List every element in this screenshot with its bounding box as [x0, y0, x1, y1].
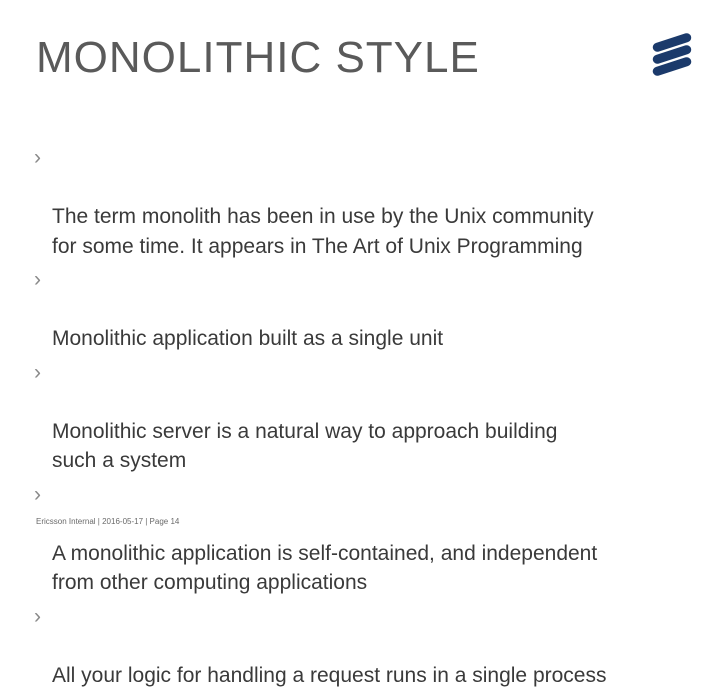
slide-footer: Ericsson Internal | 2016-05-17 | Page 14: [36, 517, 180, 526]
ericsson-logo-icon: [648, 24, 696, 76]
bullet-text: Monolithic server is a natural way to approach building such a system: [52, 419, 558, 472]
bullet-marker-icon: ›: [34, 604, 41, 628]
bullet-text: Monolithic application built as a single unit: [52, 327, 444, 350]
bullet-marker-icon: ›: [34, 268, 41, 291]
bullet-text: All your logic for handling a request runs in a single process: [52, 663, 607, 687]
bullet-item: [34, 143, 704, 261]
bullet-item: [34, 265, 704, 354]
bullet-list: [34, 143, 704, 694]
bullet-item: [34, 480, 704, 598]
slide-title: MONOLITHIC STYLE: [36, 33, 480, 82]
bullet-marker-icon: ›: [34, 360, 41, 384]
bullet-item: [34, 358, 704, 476]
bullet-text: A monolithic application is self-contained, and independent from other computing applications: [52, 541, 598, 594]
bullet-item: [34, 602, 704, 691]
bullet-marker-icon: ›: [34, 146, 41, 169]
bullet-text: The term monolith has been in use by the Unix community for some time. It appears in The Art of Unix Programming: [52, 205, 594, 258]
bullet-marker-icon: ›: [34, 482, 41, 506]
